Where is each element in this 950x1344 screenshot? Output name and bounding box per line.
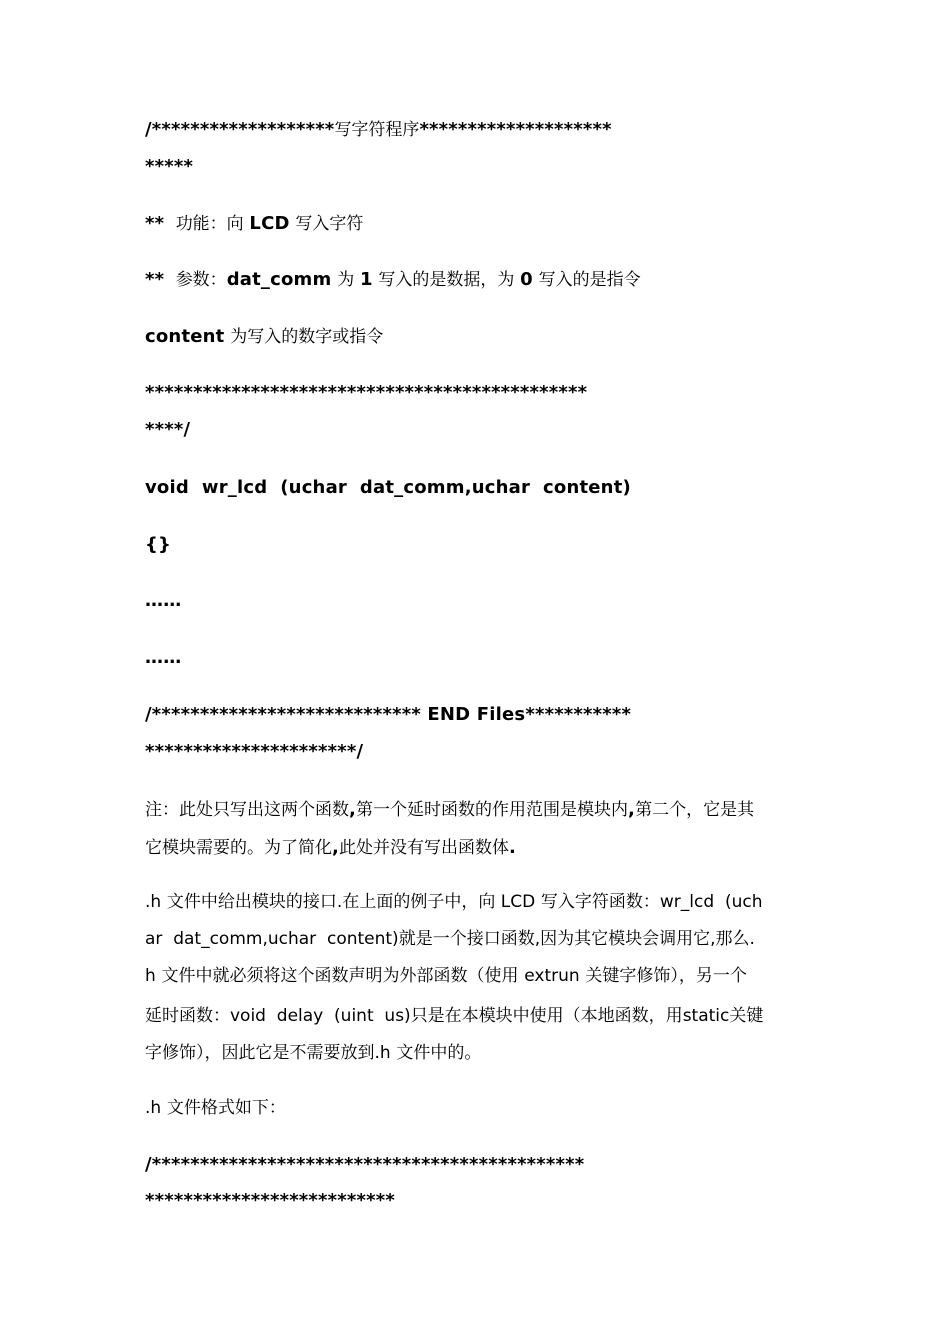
note-punct: , bbox=[628, 799, 636, 820]
note-code: wr_lcd (uch bbox=[659, 892, 763, 912]
note-paragraph-line bbox=[145, 836, 516, 860]
note-text: 此处并没有写出函数体 bbox=[339, 838, 510, 858]
note-code: .h bbox=[145, 892, 162, 912]
comment-text: 写入的是数据，为 bbox=[378, 270, 515, 290]
note-code: h bbox=[145, 966, 156, 986]
comment-stars-line bbox=[145, 155, 193, 179]
note-text: 文件中就必须将这个函数声明为外部函数（使用 bbox=[161, 966, 519, 986]
end-files-stars-line bbox=[145, 740, 363, 764]
note-text: 字修饰），因此它是不需要放到 bbox=[145, 1043, 375, 1063]
note-punct: , bbox=[349, 799, 357, 820]
note-punct: . bbox=[509, 837, 517, 858]
comment-keyword: LCD bbox=[249, 213, 290, 234]
note-code: void delay (uint us) bbox=[230, 1006, 411, 1026]
comment-header-line bbox=[145, 118, 612, 142]
note-text: 写入字符函数： bbox=[540, 892, 660, 912]
comment-stars: **********************/ bbox=[145, 741, 364, 762]
comment-params-line bbox=[145, 268, 641, 292]
comment-stars: ***** bbox=[145, 156, 194, 177]
comment-stars-line bbox=[145, 1189, 395, 1213]
note-text: 注：此处只写出这两个函数 bbox=[145, 800, 349, 820]
note-text: 第一个延时函数的作用范围是模块内 bbox=[356, 800, 629, 820]
comment-stars-line bbox=[145, 1153, 584, 1177]
ellipsis-line bbox=[145, 589, 181, 613]
interface-paragraph-line bbox=[145, 1004, 763, 1028]
comment-stars: /**************************** bbox=[145, 704, 428, 725]
comment-marker: ** bbox=[145, 269, 165, 290]
note-text: 第二个，它是其 bbox=[635, 800, 755, 820]
comment-number: 1 bbox=[359, 269, 373, 290]
code-ellipsis: …… bbox=[145, 590, 182, 611]
comment-marker: ** bbox=[145, 213, 165, 234]
function-body-line bbox=[145, 533, 171, 557]
note-text: 只是在本模块中使用（本地函数，用 bbox=[410, 1006, 683, 1026]
comment-keyword: END Files bbox=[427, 704, 526, 725]
comment-stars: /******************* bbox=[145, 119, 335, 140]
code-function-signature: void wr_lcd (uchar dat_comm,uchar content) bbox=[145, 477, 631, 498]
comment-end-line bbox=[145, 418, 190, 442]
comment-text: 为写入的数字或指令 bbox=[230, 327, 384, 347]
comment-text: 功能：向 bbox=[175, 214, 244, 234]
comment-keyword: dat_comm bbox=[226, 269, 332, 290]
note-text: 就是一个接口函数 bbox=[398, 929, 535, 949]
note-code: static bbox=[682, 1006, 730, 1026]
note-paragraph-line bbox=[145, 798, 754, 822]
note-text: ,因为其它模块会调用它,那么. bbox=[534, 929, 755, 949]
note-text: 延时函数： bbox=[145, 1006, 230, 1026]
note-text: 文件格式如下： bbox=[166, 1098, 286, 1118]
comment-text: 写入字符 bbox=[295, 214, 364, 234]
comment-text: 写入的是指令 bbox=[538, 270, 641, 290]
comment-function-line bbox=[145, 212, 363, 236]
interface-paragraph-line bbox=[145, 1041, 481, 1065]
comment-stars: /********************************************* bbox=[145, 1154, 585, 1175]
comment-keyword: content bbox=[145, 326, 225, 347]
comment-number: 0 bbox=[520, 269, 533, 290]
note-text: 关键字修饰），另一个 bbox=[585, 966, 747, 986]
comment-stars: ****/ bbox=[145, 419, 191, 440]
note-code: .h bbox=[374, 1043, 391, 1063]
h-format-line bbox=[145, 1096, 286, 1120]
note-text: 文件中的。 bbox=[396, 1043, 482, 1063]
interface-paragraph-line bbox=[145, 927, 755, 951]
comment-stars: ************************** bbox=[145, 1190, 395, 1211]
comment-stars: ********************************************** bbox=[145, 382, 588, 403]
end-files-line bbox=[145, 703, 631, 727]
note-text: 关键 bbox=[729, 1006, 764, 1026]
comment-text: 为 bbox=[337, 270, 355, 290]
comment-text: 参数： bbox=[175, 270, 227, 290]
function-signature-line bbox=[145, 476, 631, 500]
comment-stars: ******************** bbox=[419, 119, 612, 140]
note-text: 文件中给出模块的接口 bbox=[166, 892, 337, 912]
interface-paragraph-line bbox=[145, 964, 747, 988]
note-code: extrun bbox=[524, 966, 580, 986]
comment-content-line bbox=[145, 325, 383, 349]
note-text: 它模块需要的。为了简化 bbox=[145, 838, 332, 858]
note-punct: , bbox=[332, 837, 340, 858]
note-code: .h bbox=[145, 1098, 162, 1118]
note-code: ar dat_comm,uchar content) bbox=[145, 929, 399, 949]
code-braces: {} bbox=[145, 534, 172, 555]
code-ellipsis: …… bbox=[145, 647, 182, 668]
comment-stars: *********** bbox=[525, 704, 632, 725]
note-text: .在上面的例子中，向 LCD bbox=[336, 892, 536, 912]
comment-stars-line bbox=[145, 381, 587, 405]
ellipsis-line bbox=[145, 646, 181, 670]
interface-paragraph-line bbox=[145, 890, 763, 914]
comment-title: 写字符程序 bbox=[334, 120, 420, 140]
